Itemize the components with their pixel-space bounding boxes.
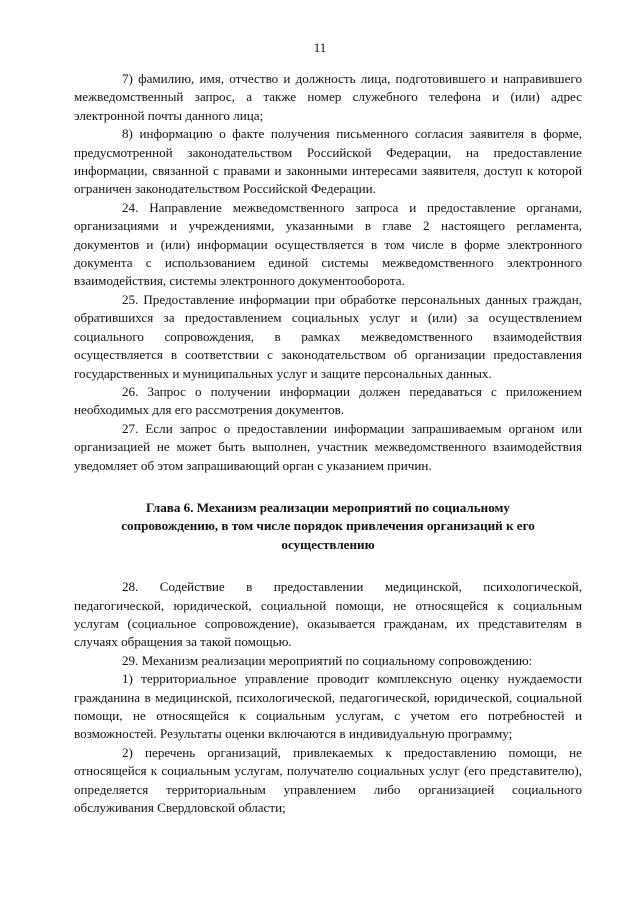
chapter-heading-line-2: сопровождению, в том числе порядок привлечения организаций к его: [121, 518, 535, 534]
paragraph-29-item-2: 2) перечень организаций, привлекаемых к предоставлению помощи, не относящейся к социальным услугам, получателю социальных услуг (его представителю), определяется территориальным управлением либо организацией социального обслуживания Свердловской области;: [74, 744, 582, 816]
document-body: [74, 70, 582, 817]
paragraph-item-8: 8) информацию о факте получения письменного согласия заявителя в форме, предусмотренной законодательством Российской Федерации, на предоставление информации, связанной с правами и законными интересами заявителя, доступ к которой ограничен законодательством Российской Федерации.: [74, 126, 582, 197]
paragraph-item-7: 7) фамилию, имя, отчество и должность лица, подготовившего и направившего межведомственный запрос, а также номер служебного телефона и (или) адрес электронной почты данного лица;: [74, 71, 582, 123]
chapter-heading-line-1: Глава 6. Механизм реализации мероприятий по социальному: [146, 499, 510, 515]
chapter-heading: [74, 499, 582, 554]
paragraph-27: 27. Если запрос о предоставлении информации запрашиваемым органом или организацией не может быть выполнен, участник межведомственного взаимодействия уведомляет об этом запрашивающий орган с указанием причин.: [74, 420, 582, 473]
paragraph-29-item-1: 1) территориальное управление проводит комплексную оценку нуждаемости гражданина в медицинской, психологической, педагогической, юридической, социальной помощи, не относящейся к социальным услугам, с учетом его потребностей и возможностей. Результаты оценки включаются в индивидуальную программу;: [74, 671, 582, 742]
paragraph-24: 24. Направление межведомственного запроса и предоставление органами, организациями и учреждениями, указанными в главе 2 настоящего регламента, документов и (или) информации осуществляется в том числе в форме электронного документа с использованием единой системы межведомственного электронного взаимодействия, системы электронного документооборота.: [74, 199, 582, 289]
paragraph-29: 29. Механизм реализации мероприятий по социальному сопровождению:: [122, 652, 533, 668]
paragraph-26: 26. Запрос о получении информации должен передаваться с приложением необходимых для его рассмотрения документов.: [74, 383, 582, 418]
page-number: 11: [313, 40, 327, 55]
chapter-heading-line-3: осуществлению: [281, 536, 375, 552]
paragraph-28: 28. Содействие в предоставлении медицинской, психологической, педагогической, юридической, социальной помощи, не относящейся к социальным услугам (социальное сопровождение), оказывается гражданам, их представителям в случаях обращения за такой помощью.: [74, 579, 582, 650]
paragraph-25: 25. Предоставление информации при обработке персональных данных граждан, обратившихся за предоставлением социальных услуг и (или) за осуществлением социального сопровождения, в рамках межведомственного взаимодействия осуществляется в соответствии с законодательством об организации предоставления государственных и муниципальных услуг и защите персональных данных.: [74, 291, 582, 381]
